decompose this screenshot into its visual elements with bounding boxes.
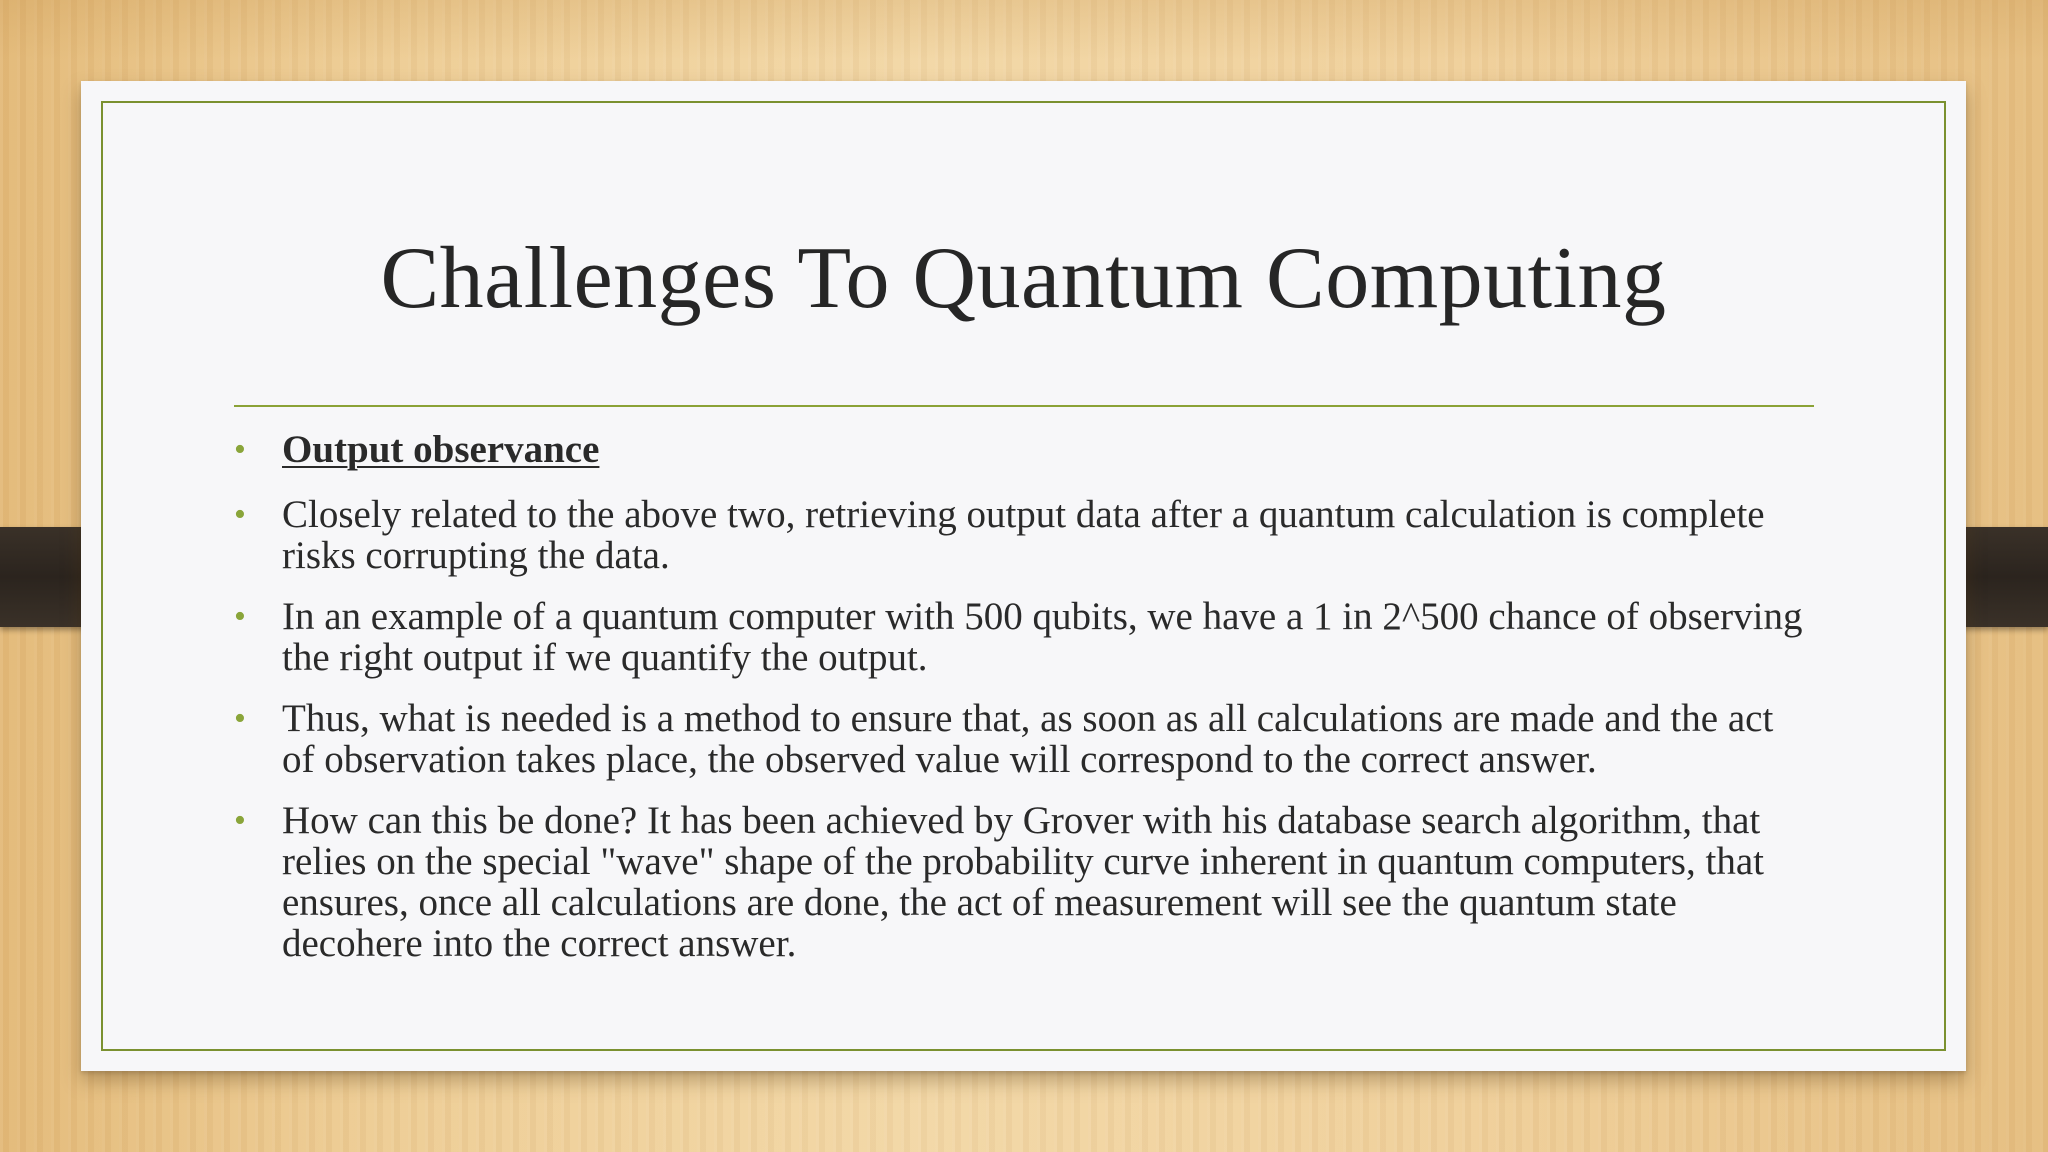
bullet-text: Thus, what is needed is a method to ensure that, as soon as all calculations are made and the act of observation takes place, the observed value will correspond to the correct answer.: [282, 697, 1774, 781]
bullet-heading-text: Output observance: [282, 428, 600, 471]
bullet-dot-icon: •: [234, 431, 246, 468]
bullet-item: [234, 698, 1814, 780]
slide-card: [81, 81, 1966, 1071]
bullet-dot-icon: •: [234, 598, 246, 635]
bullet-item-heading: [234, 429, 1814, 470]
bullet-text: Closely related to the above two, retrieving output data after a quantum calculation is complete risks corrupting the data.: [282, 493, 1765, 577]
bullet-text: In an example of a quantum computer with 500 qubits, we have a 1 in 2^500 chance of observing the right output if we quantify the output.: [282, 595, 1803, 679]
bullet-dot-icon: •: [234, 700, 246, 737]
bullet-list: [234, 429, 1814, 984]
slide-title: Challenges To Quantum Computing: [380, 230, 1667, 327]
bullet-item: [234, 596, 1814, 678]
bullet-dot-icon: •: [234, 496, 246, 533]
title-divider: [234, 405, 1814, 407]
bullet-item: [234, 800, 1814, 964]
bullet-item: [234, 494, 1814, 576]
bullet-dot-icon: •: [234, 802, 246, 839]
bullet-text: How can this be done? It has been achieved by Grover with his database search algorithm, that relies on the special "wave" shape of the probability curve inherent in quantum computers, that ensures, once all calculations are done, the act of measurement will see the quantum state decohere into the correct answer.: [282, 799, 1764, 965]
background-wood: [0, 0, 2048, 60]
